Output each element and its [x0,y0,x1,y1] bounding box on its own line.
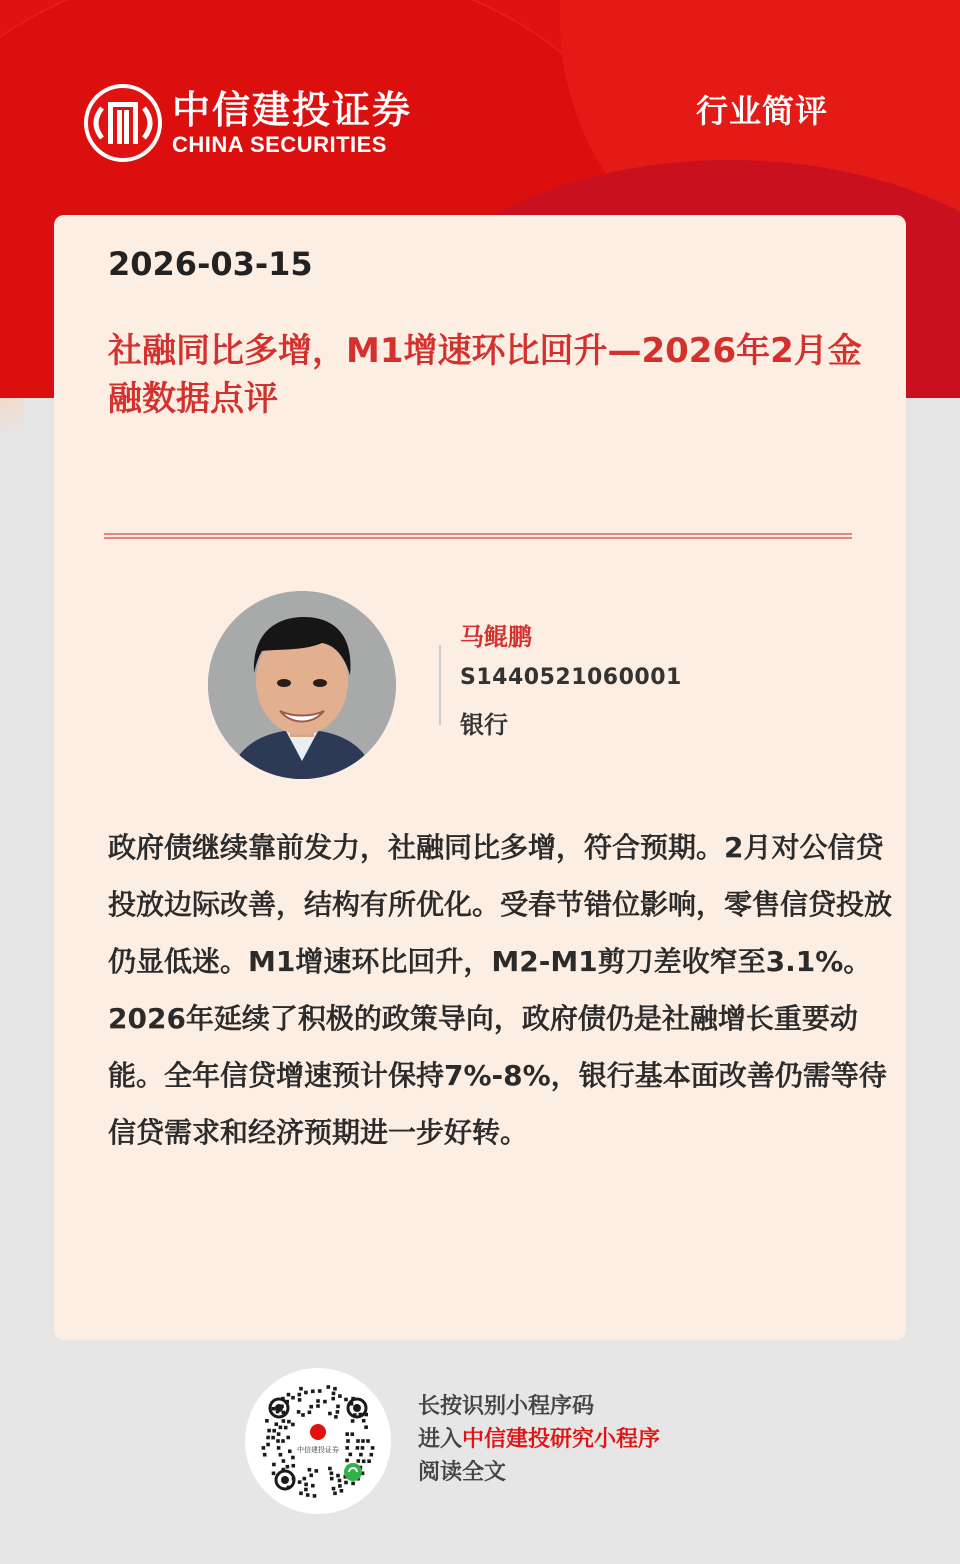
author-sector: 银行 [460,711,508,739]
citic-logo-icon [84,84,162,162]
decorative-fold [0,398,24,434]
footer-instructions [418,1390,660,1489]
author-avatar [208,591,396,779]
brand-name-en: CHINA SECURITIES [172,132,387,157]
qr-center-label: 中信建投证券 [297,1446,339,1454]
brand-name-cn: 中信建投证券 [172,87,413,132]
report-title[interactable]: 社融同比多增，M1增速环比回升—2026年2月金融数据点评 [108,331,862,419]
title-divider [104,533,852,539]
author-cert-number: S1440521060001 [460,665,682,690]
author-name: 马鲲鹏 [460,623,532,651]
report-summary: 政府债继续靠前发力，社融同比多增，符合预期。2月对公信贷投放边际改善，结构有所优化。受春节错位影响，零售信贷投放仍显低迷。M1增速环比回升，M2-M1剪刀差收窄至3.1%。2026年延续了积极的政策导向，政府债仍是社融增长重要动能。全年信贷增速预计保持7%-8%，银行基本面改善仍需等待信贷需求和经济预期进一步好转。 [108,831,893,1149]
author-separator [439,645,441,725]
brand-logo [84,84,412,162]
report-card [54,215,906,1340]
footer-line-2: 进入中信建投研究小程序 [418,1426,661,1452]
mini-program-qr-code[interactable] [245,1368,391,1514]
footer-line-1: 长按识别小程序码 [418,1393,595,1419]
mini-program-link[interactable]: 中信建投研究小程序 [462,1426,661,1452]
footer-line-3: 阅读全文 [418,1459,507,1485]
report-date: 2026-03-15 [108,245,313,283]
report-type-label: 行业简评 [696,92,829,130]
